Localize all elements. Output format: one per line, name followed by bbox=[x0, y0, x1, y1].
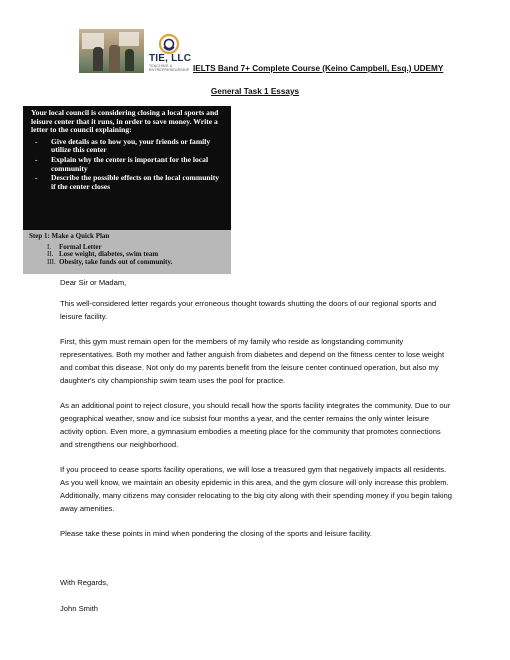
plan-heading: Step 1: Make a Quick Plan bbox=[29, 232, 110, 240]
letter-paragraph: Please take these points in mind when pondering the closing of the sports and leisure facility. bbox=[60, 529, 372, 538]
letter-body bbox=[60, 276, 452, 627]
letter-paragraph: If you proceed to cease sports facility operations, we will lose a treasured gym that negatively impacts all residents. As you well know, we maintain an obesity epidemic in this area, and the gym closure will only increase this problem. Additionally, many citizens may consider relocating to the big city along with their spending money if you begin taking away amenities. bbox=[60, 465, 452, 513]
quick-plan bbox=[23, 230, 231, 266]
plan-item-number: I. bbox=[47, 242, 52, 251]
task-prompt-image bbox=[23, 106, 231, 274]
page-subtitle: General Task 1 Essays bbox=[210, 87, 300, 96]
prompt-intro: Your local council is considering closing a local sports and leisure center that it runs, in order to save money. Write a letter to the council explaining: bbox=[31, 108, 219, 135]
plan-item-number: II. bbox=[47, 250, 54, 259]
logo-tagline: TEACHING & ENTREPRENEURSHIP bbox=[149, 64, 190, 72]
plan-item-number: III. bbox=[47, 257, 56, 266]
plan-item-text: Lose weight, diabetes, swim team bbox=[59, 250, 159, 259]
prompt-bullets bbox=[31, 138, 225, 192]
prompt-bullet: - Describe the possible effects on the local community if the center closes bbox=[31, 174, 225, 191]
letter-closing: With Regards, bbox=[60, 578, 109, 587]
course-photo bbox=[79, 29, 144, 73]
letter-signature: John Smith bbox=[60, 604, 98, 613]
prompt-bullet: - Give details as to how you, your friends or family utilize this center bbox=[31, 138, 225, 155]
letter-paragraph: First, this gym must remain open for the members of my family who reside as longstanding community representatives. Both my mother and father anguish from diabetes and depend on the fitness center to lose weight and combat this disease. Not only do my parents benefit from the leisure center continued operation, but also my daughter's city championship swim team uses the pool for practice. bbox=[60, 337, 445, 385]
plan-item-text: Obesity, take funds out of community. bbox=[59, 257, 173, 266]
course-title: IELTS Band 7+ Complete Course (Keino Campbell, Esq.) UDEMY bbox=[193, 64, 444, 73]
letter-paragraph: As an additional point to reject closure, you should recall how the sports facility integrates the community. Due to our geographical weather, snow and ice subsist four months a year, and the center remains the only winter leisure activity option. Even more, a gymnasium embodies a meeting place for the community that promotes connections and strengthens our neighborhood. bbox=[60, 401, 451, 449]
letter-salutation: Dear Sir or Madam, bbox=[60, 278, 127, 287]
plan-item bbox=[29, 259, 225, 267]
letter-paragraph: This well-considered letter regards your erroneous thought towards shutting the doors of our regional sports and leisure facility. bbox=[60, 299, 437, 321]
plan-item-text: Formal Letter bbox=[59, 242, 102, 251]
logo-name: TIE, LLC bbox=[149, 53, 192, 64]
prompt-bullet: - Explain why the center is important for the local community bbox=[31, 156, 225, 173]
prompt-panel bbox=[23, 106, 231, 230]
